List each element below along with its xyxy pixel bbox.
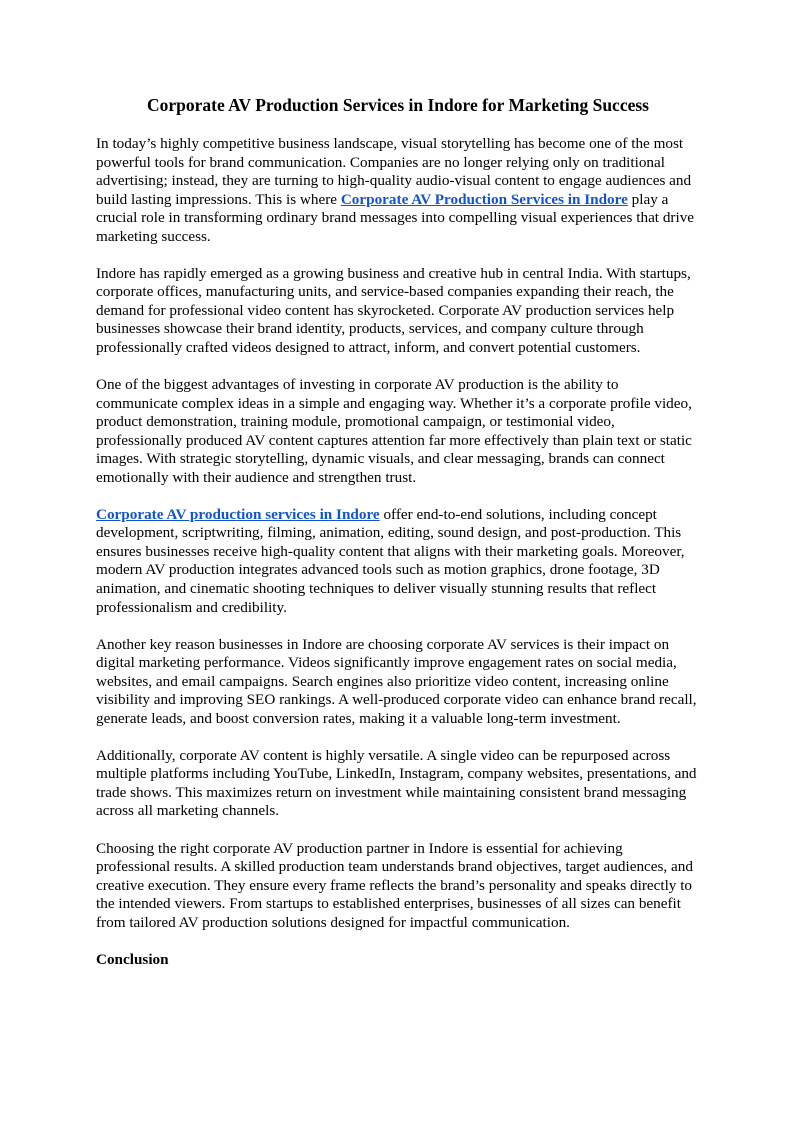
paragraph-intro-text: In today’s highly competitive business landscape, visual storytelling has become one of the most powerful tools for brand communication. Companies are no longer relying only on traditional advertising; instead, they are turning to high-quality audio-visual content to engage audiences and build lasting impressions. This is where bbox=[96, 135, 692, 208]
paragraph-intro bbox=[96, 135, 700, 246]
paragraph-solutions bbox=[96, 506, 700, 617]
link-corporate-av-production-services-indore[interactable]: Corporate AV production services in Indore bbox=[96, 505, 380, 523]
paragraph-digital-marketing: Another key reason businesses in Indore are choosing corporate AV services is their impact on digital marketing performance. Videos significantly improve engagement rates on social media, websites, and email campaigns. Search engines also prioritize video content, increasing online visibility and improving SEO rankings. A well-produced corporate video can enhance brand recall, generate leads, and boost conversion rates, making it a valuable long-term investment. bbox=[96, 635, 697, 727]
paragraph-indore-hub: Indore has rapidly emerged as a growing business and creative hub in central India. With startups, corporate offices, manufacturing units, and service-based companies expanding their reach, the demand for professional video content has skyrocketed. Corporate AV production services help businesses showcase their brand identity, products, services, and company culture through professionally crafted videos designed to attract, inform, and convert potential customers. bbox=[96, 264, 691, 356]
link-corporate-av-production-services[interactable]: Corporate AV Production Services in Indore bbox=[340, 190, 628, 208]
paragraph-solutions-text: offer end-to-end solutions, including concept development, scriptwriting, filming, animation, editing, sound design, and post-production. This ensures businesses receive high-quality content that aligns with their marketing goals. Moreover, modern AV production integrates advanced tools such as motion graphics, drone footage, 3D animation, and cinematic shooting techniques to deliver visually stunning results that reflect professionalism and credibility. bbox=[96, 505, 685, 616]
paragraph-intro-text-end: play a crucial role in transforming ordinary brand messages into compelling visual experiences that drive marketing success. bbox=[96, 190, 695, 245]
conclusion-heading: Conclusion bbox=[96, 950, 169, 968]
document-page bbox=[96, 93, 700, 969]
paragraph-versatility: Additionally, corporate AV content is highly versatile. A single video can be repurposed across multiple platforms including YouTube, LinkedIn, Instagram, company websites, presentations, and trade shows. This maximizes return on investment while maintaining consistent brand messaging across all marketing channels. bbox=[96, 746, 697, 820]
paragraph-choosing-partner: Choosing the right corporate AV production partner in Indore is essential for achieving professional results. A skilled production team understands brand objectives, target audiences, and creative execution. They ensure every frame reflects the brand’s personality and speaks directly to the intended viewers. From startups to established enterprises, businesses of all sizes can benefit from tailored AV production solutions designed for impactful communication. bbox=[96, 839, 693, 931]
document-title: Corporate AV Production Services in Indore for Marketing Success bbox=[147, 95, 649, 115]
paragraph-advantages: One of the biggest advantages of investing in corporate AV production is the ability to communicate complex ideas in a simple and engaging way. Whether it’s a corporate profile video, product demonstration, training module, promotional campaign, or testimonial video, professionally produced AV content captures attention far more effectively than plain text or static images. With strategic storytelling, dynamic visuals, and clear messaging, brands can connect emotionally with their audience and strengthen trust. bbox=[96, 376, 692, 486]
